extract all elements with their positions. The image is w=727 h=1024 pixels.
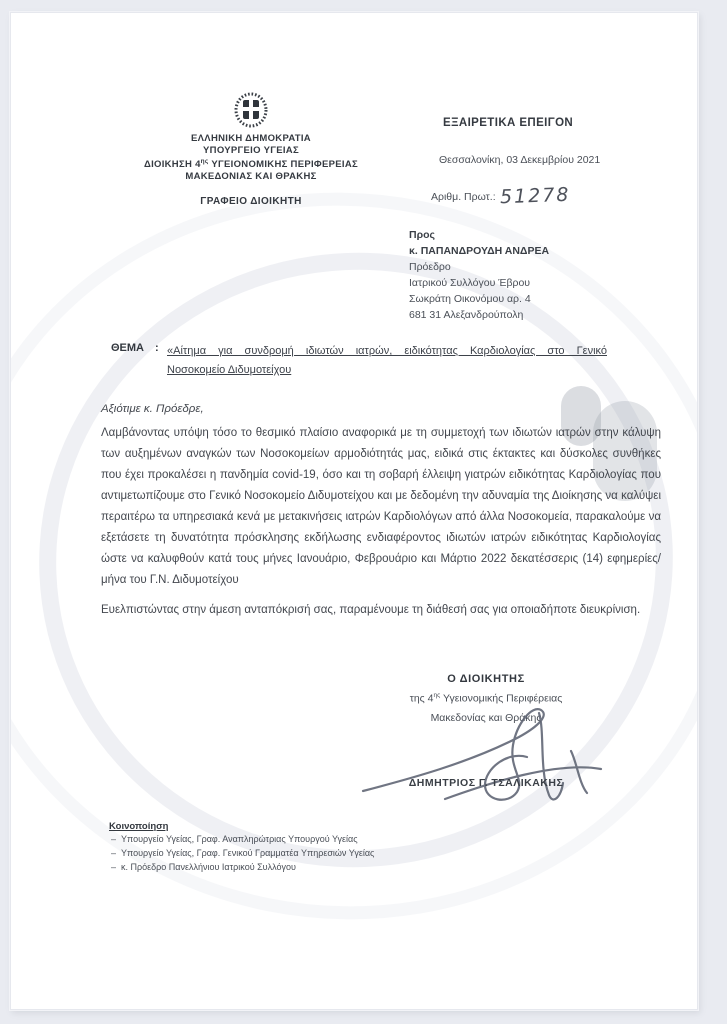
cc-item — [109, 860, 374, 874]
recipient-name: κ. ΠΑΠΑΝΔΡΟΥΔΗ ΑΝΔΡΕΑ — [409, 245, 550, 257]
subject-label: ΘΕΜΑ — [111, 342, 144, 354]
recipient-block — [409, 227, 549, 323]
signatory-org-line — [341, 692, 631, 705]
cc-block — [109, 821, 374, 874]
cc-item — [109, 846, 374, 860]
cc-dash: – — [111, 834, 117, 844]
letterhead — [71, 133, 431, 207]
cc-item-text: Υπουργείο Υγείας, Γραφ. Αναπληρώτριας Υπουργού Υγείας — [121, 834, 358, 844]
letter-paper — [10, 12, 698, 1010]
signature-block — [341, 673, 631, 789]
subject-text — [167, 342, 607, 380]
letterhead-line3-ordinal: ης — [200, 158, 209, 165]
recipient-org: Ιατρικού Συλλόγου Έβρου — [409, 277, 531, 289]
subject-line2: Νοσοκομείο Διδυμοτείχου — [167, 364, 292, 376]
cc-item-text: κ. Πρόεδρο Πανελλήνιου Ιατρικού Συλλόγου — [121, 862, 296, 872]
signatory-name: ΔΗΜΗΤΡΙΟΣ Γ. ΤΣΑΛΙΚΑΚΗΣ — [408, 777, 564, 789]
subject-colon: : — [155, 342, 159, 354]
signatory-org-pre: της 4 — [409, 692, 434, 705]
letterhead-line: ΕΛΛΗΝΙΚΗ ΔΗΜΟΚΡΑΤΙΑ — [191, 133, 311, 144]
signatory-region-line: Μακεδονίας και Θράκης — [430, 711, 542, 724]
cc-label: Κοινοποίηση — [109, 821, 169, 832]
protocol-line — [431, 183, 571, 209]
body-paragraph-1: Λαμβάνοντας υπόψη τόσο το θεσμικό πλαίσιο αναφορικά με τη συμμετοχή των ιδιωτών ιατρών στην κάλυψη των αυξημένων αναγκών των Νοσοκομείων αρμοδιότητάς μας, ειδικά στις έκτακτες και δύσκολες συνθήκες που έχει προκαλέσει η πανδημία covid-19, όσο και τη σοβαρή έλλειψη γιατρών ειδικότητας Καρδιολογίας που αντιμετωπίζουμε στο Γενικό Νοσοκομείο Διδυμοτείχου και με δεδομένη την αδυναμία της Διοίκησης να καλύψει περαιτέρω τα υπηρεσιακά κενά με μετακινήσεις ιατρών Καρδιολόγων από άλλα Νοσοκομεία, παρακαλούμε να εξετάσετε τη δυνατότητα πρόσκλησης εκδήλωσης ενδιαφέροντος ιδιωτών ιατρών ειδικότητας Καρδιολογίας ώστε να καλυφθούν κατά τους μήνες Ιανουάριο, Φεβρουάριο και Μάρτιο 2022 δεκατέσσερις (14) εφημερίες/μήνα του Γ.Ν. Διδυμοτείχου — [101, 427, 661, 586]
recipient-to-label: Προς — [409, 229, 435, 241]
cc-item-text: Υπουργείο Υγείας, Γραφ. Γενικού Γραμματέα Υπηρεσιών Υγείας — [121, 848, 375, 858]
signatory-org-post: Υγειονομικής Περιφέρειας — [440, 692, 563, 705]
cc-dash: – — [111, 862, 117, 872]
subject-row — [111, 342, 611, 380]
letterhead-office: ΓΡΑΦΕΙΟ ΔΙΟΙΚΗΤΗ — [200, 196, 302, 208]
recipient-city: 681 31 Αλεξανδρούπολη — [409, 309, 524, 321]
subject-line1: «Αίτημα για συνδρομή ιδιωτών ιατρών, ειδικότητας Καρδιολογίας στο Γενικό — [167, 345, 607, 357]
letterhead-line: ΥΠΟΥΡΓΕΙΟ ΥΓΕΙΑΣ — [203, 144, 299, 156]
dateline: Θεσσαλονίκη, 03 Δεκεμβρίου 2021 — [439, 154, 601, 166]
letterhead-line — [71, 156, 431, 171]
letterhead-line: ΜΑΚΕΔΟΝΙΑΣ ΚΑΙ ΘΡΑΚΗΣ — [185, 170, 317, 182]
signatory-title: Ο ΔΙΟΙΚΗΤΗΣ — [447, 673, 525, 685]
letterhead-line3-pre: ΔΙΟΙΚΗΣΗ 4 — [143, 159, 201, 171]
letterhead-line3-post: ΥΓΕΙΟΝΟΜΙΚΗΣ ΠΕΡΙΦΕΡΕΙΑΣ — [208, 159, 359, 171]
recipient-title: Πρόεδρο — [409, 261, 451, 273]
cc-item — [109, 832, 374, 846]
greek-coat-of-arms-icon — [230, 91, 272, 129]
recipient-street: Σωκράτη Οικονόμου αρ. 4 — [409, 293, 531, 305]
cc-dash: – — [111, 848, 117, 858]
salutation: Αξιότιμε κ. Πρόεδρε, — [101, 403, 204, 415]
signatory-org-ordinal: ης — [433, 692, 441, 699]
protocol-label: Αριθμ. Πρωτ.: — [431, 191, 496, 203]
urgent-stamp: ΕΞΑΙΡΕΤΙΚΑ ΕΠΕΙΓΟΝ — [443, 117, 574, 129]
protocol-number-handwritten: 51278 — [499, 183, 571, 209]
body-paragraph-2: Ευελπιστώντας στην άμεση ανταπόκρισή σας, παραμένουμε τη διάθεσή σας για οποιαδήποτε διευκρίνιση. — [101, 604, 641, 616]
letter-body — [101, 403, 661, 621]
